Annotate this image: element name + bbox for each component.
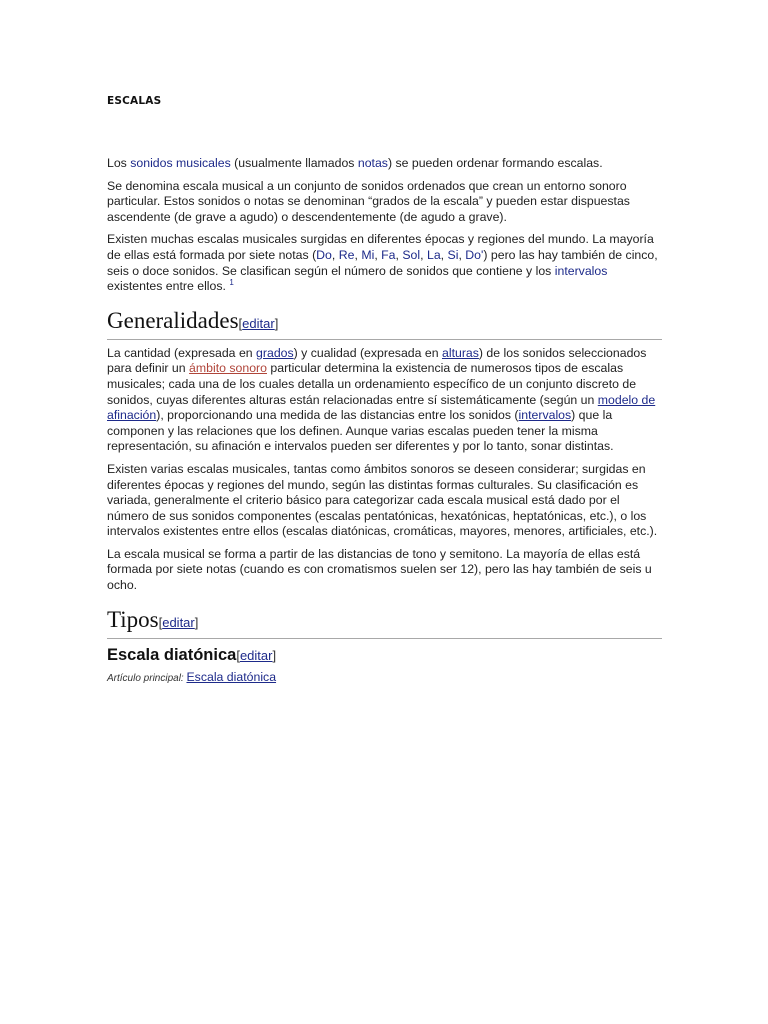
bracket-open: [ <box>236 647 240 663</box>
section-title: Generalidades <box>107 307 239 333</box>
section-heading-tipos <box>107 606 662 639</box>
separator: , <box>374 247 382 262</box>
text-fragment: ) se pueden ordenar formando escalas. <box>387 156 603 170</box>
edit-link-tipos[interactable]: editar <box>162 614 195 630</box>
text-fragment: particular determina la existencia de numerosos tipos de escalas musicales; cada una de los cuales detalla un ordenamiento específico de un conjunto discreto de sonidos, cuyas diferentes alturas están relacionadas entre sí sistemáticamente (según un <box>107 361 637 407</box>
separator: , <box>395 247 403 262</box>
text-fragment: ), proporcionando una medida de las distancias entre los sonidos ( <box>156 408 519 423</box>
generalidades-paragraph-2: Existen varias escalas musicales, tantas como ámbitos sonoros se deseen considerar; surgidas en diferentes épocas y regiones del mundo, según las distintas formas culturales. Su clasificación es variada, generalmente el criterio básico para categorizar cada escala musical está dado por el número de sus sonidos componentes (escalas pentatónicas, hexatónicas, heptatónicas, etc.), o los intervalos existentes entre ellos (escalas diatónicas, cromáticas, mayores, menores, artificiales, etc.). <box>107 461 658 539</box>
text-fragment: ) que la componen y las relaciones que los definen. Aunque varias escalas pueden tener la misma representación, su afinación e intervalos pueden ser diferentes y por lo tanto, sonar distintas. <box>107 408 614 454</box>
separator: , <box>458 247 466 262</box>
edit-section <box>236 648 276 663</box>
separator: , <box>331 247 339 262</box>
text-fragment: La cantidad (expresada en <box>107 345 257 360</box>
section-heading-generalidades <box>107 307 662 340</box>
section-title: Tipos <box>107 606 159 632</box>
link-note-fa[interactable]: Fa <box>381 247 396 262</box>
link-modelo-de-afinacion[interactable]: modelo de afinación <box>107 392 656 423</box>
text-fragment: ) de los sonidos seleccionados para definir un <box>107 345 647 376</box>
link-ambito-sonoro[interactable]: ámbito sonoro <box>189 361 267 376</box>
link-note-la[interactable]: La <box>426 247 441 262</box>
intro-paragraph-3 <box>107 232 662 294</box>
reference-link[interactable]: 1 <box>229 278 234 288</box>
text-fragment: Existen muchas escalas musicales surgidas en diferentes épocas y regiones del mundo. La mayoría de ellas está formada por siete notas ( <box>107 232 654 262</box>
link-grados[interactable]: grados <box>256 345 294 360</box>
bracket-close: ] <box>274 315 279 331</box>
subsection-heading-escala-diatonica <box>107 645 662 666</box>
link-intervalos[interactable]: intervalos <box>554 263 608 278</box>
edit-link-generalidades[interactable]: editar <box>242 315 275 331</box>
generalidades-paragraph-1 <box>107 346 662 455</box>
link-main-article-escala-diatonica[interactable]: Escala diatónica <box>186 669 277 684</box>
link-sonidos-musicales[interactable]: sonidos musicales <box>130 156 231 170</box>
main-article-label: Artículo principal: <box>107 672 187 684</box>
link-intervalos-2[interactable]: intervalos <box>518 408 572 423</box>
generalidades-paragraph-3: La escala musical se forma a partir de las distancias de tono y semitono. La mayoría de ellas está formada por siete notas (cuando es con cromatismos suelen ser 12), pero las hay también de seis u ocho. <box>107 546 652 593</box>
bracket-open: [ <box>158 614 163 630</box>
intro-paragraph-2: Se denomina escala musical a un conjunto de sonidos ordenados que crean un entorno sonoro particular. Estos sonidos o notas se denominan “grados de la escala” y pueden estar dispuestas ascendente (de grave a agudo) o descendentemente (de agudo a grave). <box>107 178 630 224</box>
edit-section <box>239 316 279 331</box>
subsection-title: Escala diatónica <box>107 645 237 664</box>
edit-section <box>159 615 199 630</box>
text-fragment: Los <box>107 156 131 170</box>
link-notas[interactable]: notas <box>357 156 388 170</box>
link-note-si[interactable]: Si <box>447 247 459 262</box>
separator: , <box>420 247 427 262</box>
bracket-open: [ <box>238 315 243 331</box>
link-note-re[interactable]: Re <box>338 247 355 262</box>
main-article-note <box>107 670 662 686</box>
link-note-sol[interactable]: Sol <box>402 247 421 262</box>
separator: , <box>440 247 448 262</box>
article-body <box>107 156 662 686</box>
text-fragment: ) y cualidad (expresada en <box>293 345 442 360</box>
text-fragment: ) pero las hay también de cinco, seis o doce sonidos. Se clasifican según el número de sonidos que contiene y los <box>107 247 658 278</box>
link-note-do[interactable]: Do <box>316 247 332 262</box>
intro-paragraph-1 <box>107 156 662 172</box>
bracket-close: ] <box>272 647 277 663</box>
edit-link-escala-diatonica[interactable]: editar <box>239 647 273 663</box>
bracket-close: ] <box>194 614 199 630</box>
separator: , <box>354 247 362 262</box>
link-note-do-octave[interactable]: Do' <box>465 247 484 262</box>
link-alturas[interactable]: alturas <box>442 345 479 360</box>
text-fragment: existentes entre ellos. <box>107 279 230 294</box>
text-fragment: (usualmente llamados <box>230 156 358 170</box>
document-title: ESCALAS <box>107 95 162 107</box>
link-note-mi[interactable]: Mi <box>361 247 375 262</box>
